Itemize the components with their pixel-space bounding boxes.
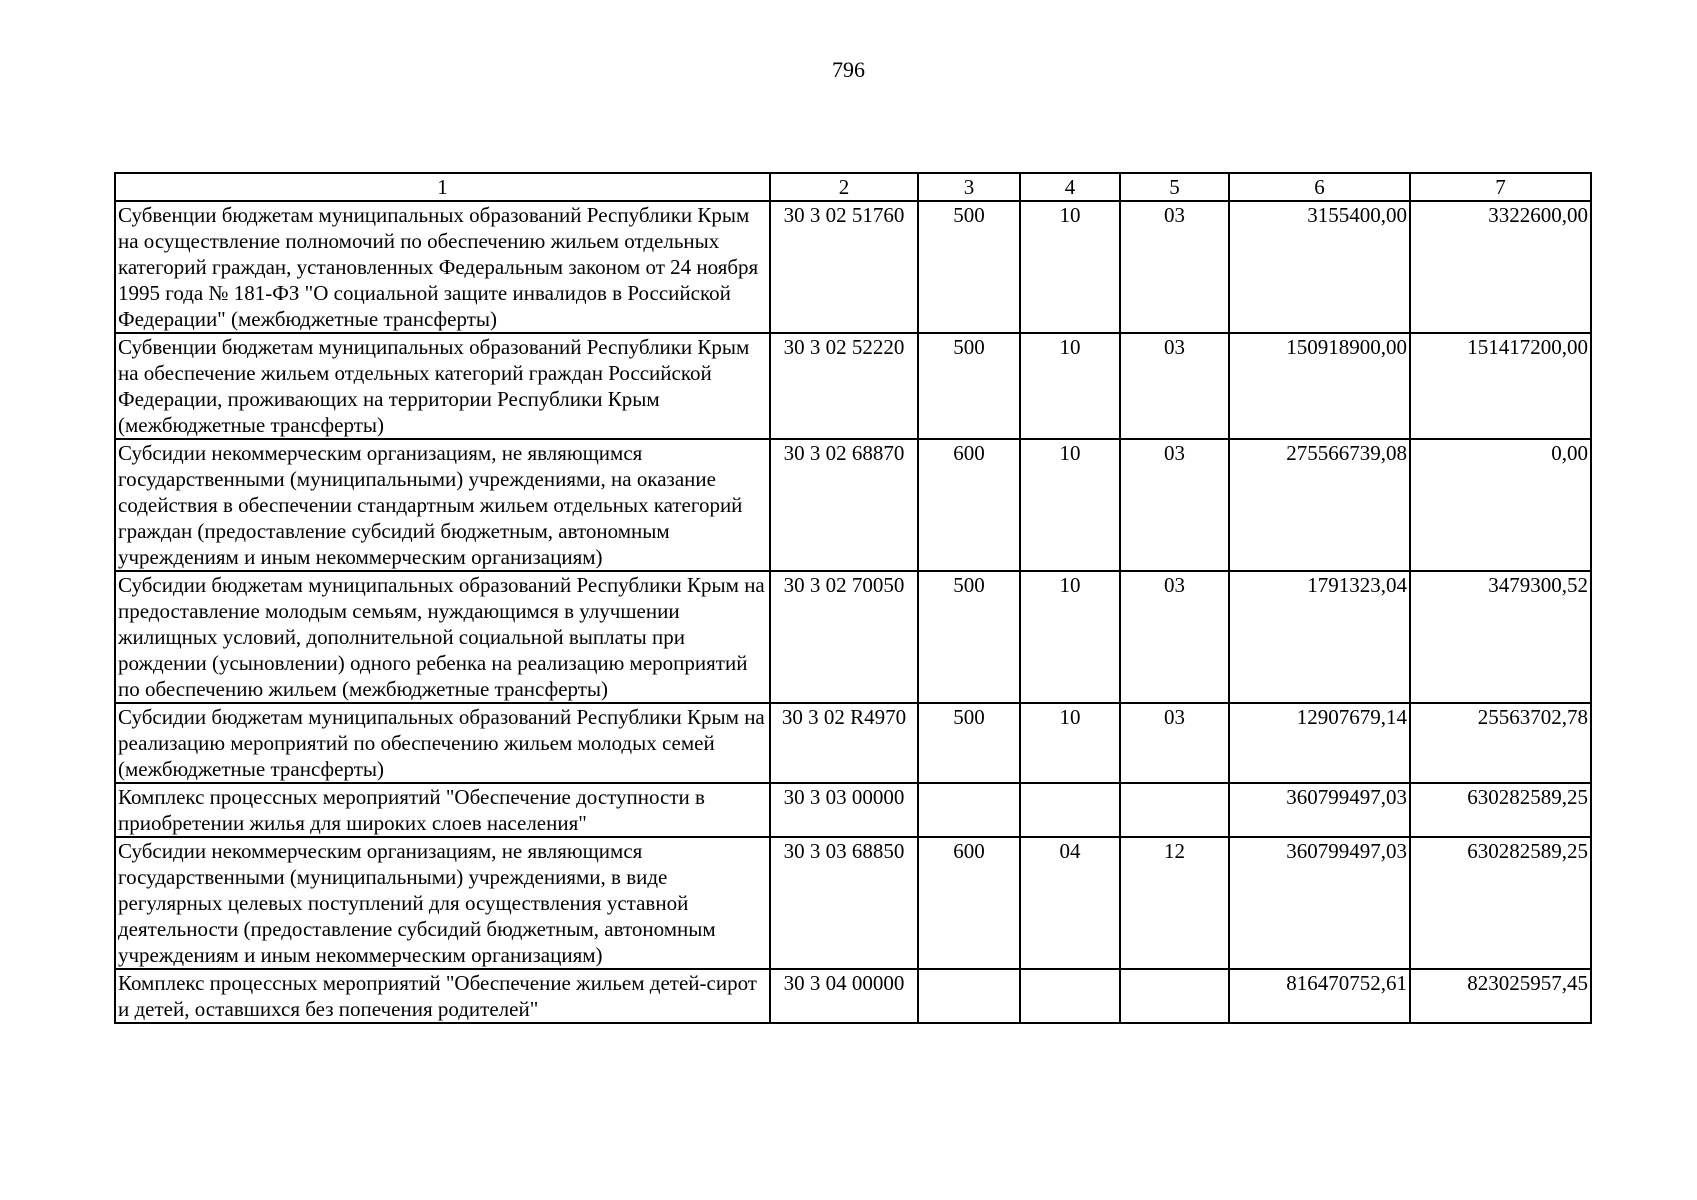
table-row <box>115 783 1591 837</box>
amount-col7-cell: 3322600,00 <box>1410 201 1591 333</box>
expense-name-cell: Субсидии некоммерческим организациям, не являющимся государственными (муниципальными) учреждениями, на оказание содействия в обеспечении стандартным жильем отдельных категорий граждан (предоставление субсидий бюджетным, автономным учреждениям и иным некоммерческим организациям) <box>115 439 770 571</box>
column-header: 4 <box>1020 173 1120 201</box>
subsection-cell: 03 <box>1120 333 1229 439</box>
subsection-cell: 03 <box>1120 571 1229 703</box>
page-number: 796 <box>832 57 865 82</box>
expense-name-cell: Субсидии бюджетам муниципальных образований Республики Крым на предоставление молодым семьям, нуждающимся в улучшении жилищных условий, дополнительной социальной выплаты при рождении (усыновлении) одного ребенка на реализацию мероприятий по обеспечению жильем (межбюджетные трансферты) <box>115 571 770 703</box>
expense-name-cell: Комплекс процессных мероприятий "Обеспечение доступности в приобретении жилья для широких слоев населения" <box>115 783 770 837</box>
subsection-cell: 12 <box>1120 837 1229 969</box>
amount-col6-cell: 360799497,03 <box>1229 783 1410 837</box>
amount-col6-cell: 3155400,00 <box>1229 201 1410 333</box>
amount-col6-cell: 12907679,14 <box>1229 703 1410 783</box>
expense-type-cell: 600 <box>918 439 1020 571</box>
target-code-cell: 30 3 04 00000 <box>770 969 918 1023</box>
amount-col6-cell: 275566739,08 <box>1229 439 1410 571</box>
expense-type-cell <box>918 969 1020 1023</box>
column-header: 5 <box>1120 173 1229 201</box>
table-row <box>115 333 1591 439</box>
table-row <box>115 969 1591 1023</box>
section-cell: 10 <box>1020 333 1120 439</box>
target-code-cell: 30 3 02 70050 <box>770 571 918 703</box>
column-header: 2 <box>770 173 918 201</box>
expense-type-cell: 600 <box>918 837 1020 969</box>
subsection-cell: 03 <box>1120 201 1229 333</box>
expense-type-cell: 500 <box>918 201 1020 333</box>
amount-col7-cell: 151417200,00 <box>1410 333 1591 439</box>
table-row <box>115 201 1591 333</box>
expense-name-cell: Субсидии бюджетам муниципальных образований Республики Крым на реализацию мероприятий по обеспечению жильем молодых семей (межбюджетные трансферты) <box>115 703 770 783</box>
section-cell: 10 <box>1020 703 1120 783</box>
amount-col7-cell: 630282589,25 <box>1410 837 1591 969</box>
target-code-cell: 30 3 02 R4970 <box>770 703 918 783</box>
section-cell <box>1020 783 1120 837</box>
expense-name-cell: Субвенции бюджетам муниципальных образований Республики Крым на осуществление полномочий по обеспечению жильем отдельных категорий граждан, установленных Федеральным законом от 24 ноября 1995 года № 181-ФЗ "О социальной защите инвалидов в Российской Федерации" (межбюджетные трансферты) <box>115 201 770 333</box>
section-cell <box>1020 969 1120 1023</box>
expense-name-cell: Субсидии некоммерческим организациям, не являющимся государственными (муниципальными) учреждениями, в виде регулярных целевых поступлений для осуществления уставной деятельности (предоставление субсидий бюджетным, автономным учреждениям и иным некоммерческим организациям) <box>115 837 770 969</box>
section-cell: 10 <box>1020 201 1120 333</box>
subsection-cell <box>1120 969 1229 1023</box>
table-row <box>115 837 1591 969</box>
amount-col6-cell: 816470752,61 <box>1229 969 1410 1023</box>
expense-type-cell: 500 <box>918 333 1020 439</box>
column-header: 7 <box>1410 173 1591 201</box>
expense-name-cell: Субвенции бюджетам муниципальных образований Республики Крым на обеспечение жильем отдельных категорий граждан Российской Федерации, проживающих на территории Республики Крым (межбюджетные трансферты) <box>115 333 770 439</box>
expense-type-cell <box>918 783 1020 837</box>
amount-col7-cell: 630282589,25 <box>1410 783 1591 837</box>
column-header: 3 <box>918 173 1020 201</box>
expense-name-cell: Комплекс процессных мероприятий "Обеспечение жильем детей-сирот и детей, оставшихся без попечения родителей" <box>115 969 770 1023</box>
target-code-cell: 30 3 03 00000 <box>770 783 918 837</box>
table-row <box>115 439 1591 571</box>
target-code-cell: 30 3 02 68870 <box>770 439 918 571</box>
table-row <box>115 571 1591 703</box>
section-cell: 04 <box>1020 837 1120 969</box>
subsection-cell <box>1120 783 1229 837</box>
amount-col6-cell: 360799497,03 <box>1229 837 1410 969</box>
target-code-cell: 30 3 03 68850 <box>770 837 918 969</box>
expense-type-cell: 500 <box>918 703 1020 783</box>
table-header-row <box>115 173 1591 201</box>
section-cell: 10 <box>1020 439 1120 571</box>
column-header: 1 <box>115 173 770 201</box>
amount-col7-cell: 0,00 <box>1410 439 1591 571</box>
amount-col7-cell: 823025957,45 <box>1410 969 1591 1023</box>
expense-type-cell: 500 <box>918 571 1020 703</box>
amount-col7-cell: 25563702,78 <box>1410 703 1591 783</box>
column-header: 6 <box>1229 173 1410 201</box>
amount-col6-cell: 150918900,00 <box>1229 333 1410 439</box>
target-code-cell: 30 3 02 51760 <box>770 201 918 333</box>
table-row <box>115 703 1591 783</box>
target-code-cell: 30 3 02 52220 <box>770 333 918 439</box>
amount-col7-cell: 3479300,52 <box>1410 571 1591 703</box>
section-cell: 10 <box>1020 571 1120 703</box>
subsection-cell: 03 <box>1120 439 1229 571</box>
amount-col6-cell: 1791323,04 <box>1229 571 1410 703</box>
subsection-cell: 03 <box>1120 703 1229 783</box>
budget-table <box>114 172 1592 1024</box>
